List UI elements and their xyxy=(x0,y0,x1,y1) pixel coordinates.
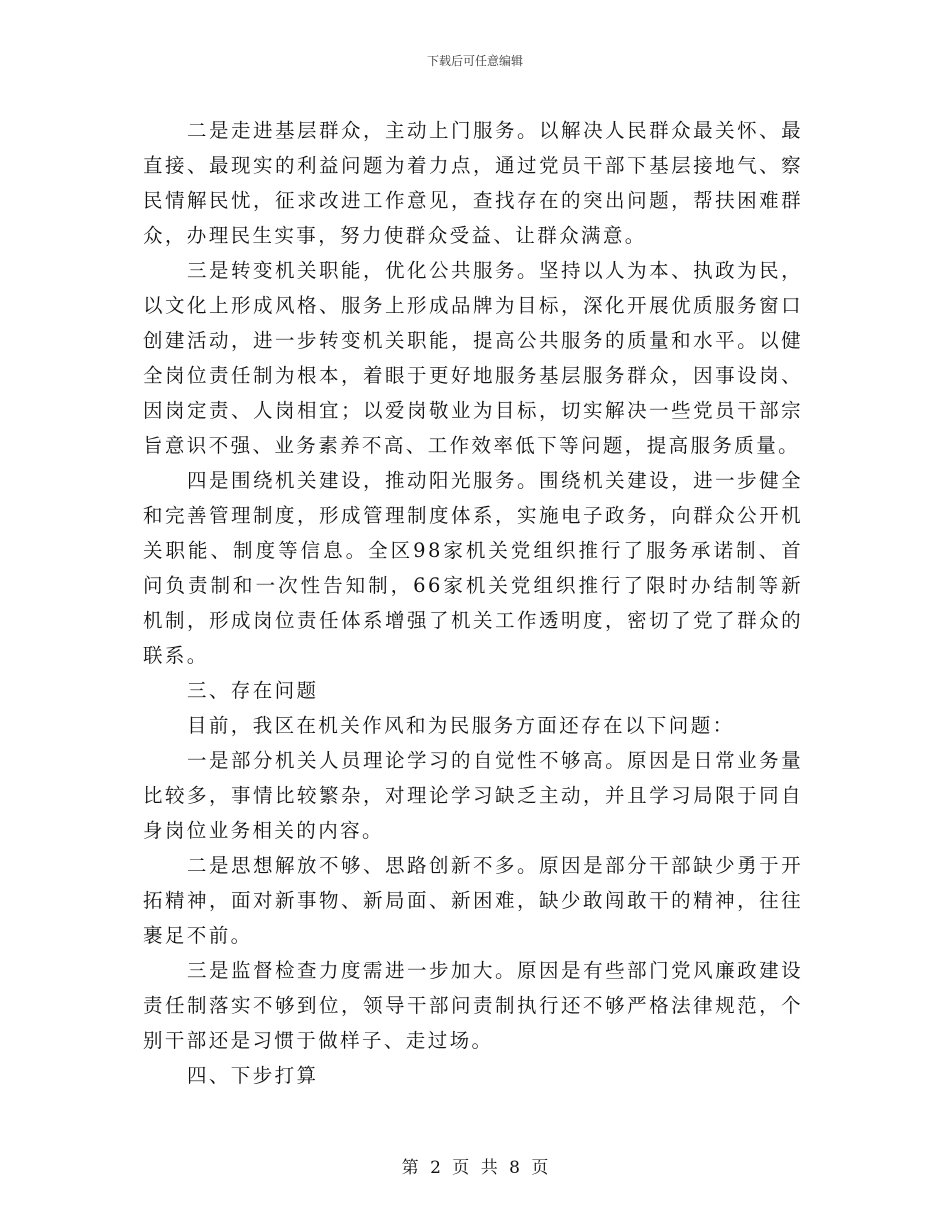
document-body xyxy=(143,113,803,1093)
paragraph-sunshine-service: 四是围绕机关建设，推动阳光服务。围绕机关建设，进一步健全和完善管理制度，形成管理制度体系，实施电子政务，向群众公开机关职能、制度等信息。全区98家机关党组织推行了服务承诺制、首问负责制和一次性告知制，66家机关党组织推行了限时办结制等新机制，形成岗位责任体系增强了机关工作透明度，密切了党了群众的联系。 xyxy=(143,469,803,667)
page-number: 第 2 页 共 8 页 xyxy=(401,1158,549,1178)
section-heading-next-steps: 四、下步打算 xyxy=(187,1064,319,1087)
paragraph-transform-functions: 三是转变机关职能，优化公共服务。坚持以人为本、执政为民，以文化上形成风格、服务上形成品牌为目标，深化开展优质服务窗口创建活动，进一步转变机关职能，提高公共服务的质量和水平。以健全岗位责任制为根本，着眼于更好地服务基层服务群众，因事设岗、因岗定责、人岗相宜；以爱岗敬业为目标，切实解决一些党员干部宗旨意识不强、业务素养不高、工作效率低下等问题，提高服务质量。 xyxy=(143,259,803,457)
paragraph-service-at-door: 二是走进基层群众，主动上门服务。以解决人民群众最关怀、最直接、最现实的利益问题为着力点，通过党员干部下基层接地气、察民情解民忧，征求改进工作意见，查找存在的突出问题，帮扶困难群众，办理民生实事，努力使群众受益、让群众满意。 xyxy=(143,119,803,247)
section-heading-problems: 三、存在问题 xyxy=(187,679,319,702)
paragraph-problems-intro: 目前，我区在机关作风和为民服务方面还存在以下问题： xyxy=(187,714,735,737)
paragraph-problem-one: 一是部分机关人员理论学习的自觉性不够高。原因是日常业务量比较多，事情比较繁杂，对理论学习缺乏主动，并且学习局限于同自身岗位业务相关的内容。 xyxy=(143,749,803,842)
paragraph-problem-two: 二是思想解放不够、思路创新不多。原因是部分干部缺少勇于开拓精神，面对新事物、新局面、新困难，缺少敢闯敢干的精神，往往裹足不前。 xyxy=(143,854,803,947)
paragraph-problem-three: 三是监督检查力度需进一步加大。原因是有些部门党风廉政建设责任制落实不够到位，领导干部问责制执行还不够严格法律规范，个别干部还是习惯于做样子、走过场。 xyxy=(143,959,803,1052)
page-header: 下载后可任意编辑 xyxy=(426,54,523,68)
